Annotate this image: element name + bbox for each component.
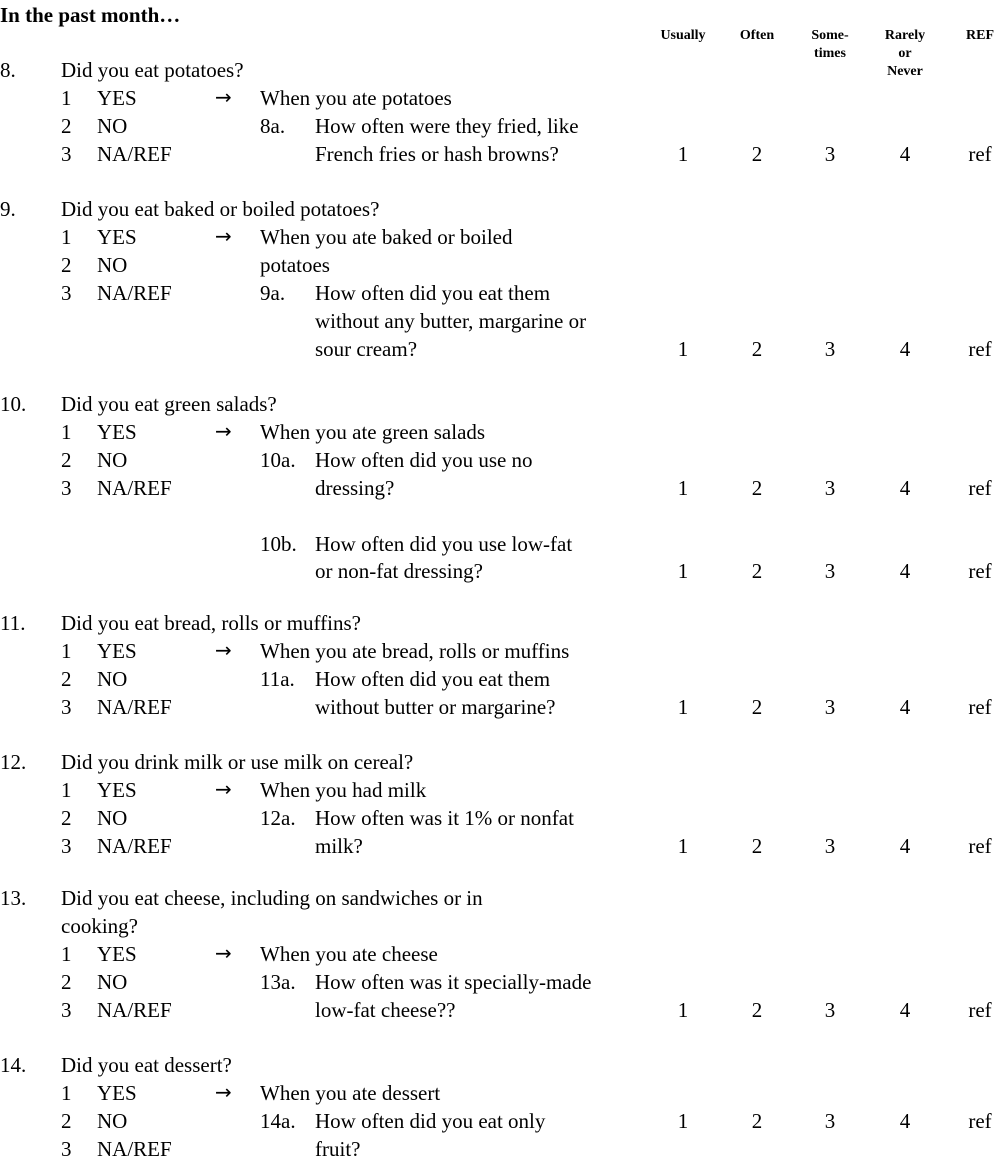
response-code-rarely[interactable]: 4 [899,833,911,858]
question-number: 8. [0,58,16,82]
question-number: 14. [0,1053,27,1077]
subquestion-12a-label: 12a. [260,805,296,830]
page-title: In the past month… [0,3,181,27]
subquestion-9a-text: sour cream? [315,336,418,361]
option-code-1: 1 [61,638,72,663]
response-code-ref[interactable]: ref [968,141,992,166]
subquestion-12a-text: How often was it 1% or nonfat [315,805,574,830]
response-code-ref[interactable]: ref [968,833,992,858]
column-header-often: Often [739,28,775,43]
subquestion-8a-text: How often were they fried, like [315,113,579,138]
response-code-usually[interactable]: 1 [677,997,689,1022]
option-label-na-ref: NA/REF [97,280,172,305]
option-code-1: 1 [61,777,72,802]
option-label-no: NO [97,969,128,994]
response-code-sometimes[interactable]: 3 [824,336,836,361]
option-code-1: 1 [61,941,72,966]
subquestion-10a-text: How often did you use no [315,447,533,472]
response-code-usually[interactable]: 1 [677,141,689,166]
option-label-na-ref: NA/REF [97,694,172,719]
arrow-right-icon: → [215,418,232,443]
option-label-yes: YES [97,1080,137,1105]
subquestion-9a-text: How often did you eat them [315,280,551,305]
response-code-usually[interactable]: 1 [677,559,689,584]
option-code-2: 2 [61,113,72,138]
question-number: 10. [0,392,27,416]
option-code-1: 1 [61,224,72,249]
subquestion-8a-text: French fries or hash browns? [315,141,559,166]
question-number: 9. [0,197,16,221]
column-header-ref: REF [966,28,994,43]
response-code-rarely[interactable]: 4 [899,336,911,361]
column-header-usually: Usually [660,28,706,43]
question-text: Did you eat cheese, including on sandwiches or in [61,886,483,910]
follow-up-lead: When you ate baked or boiled [260,224,513,249]
option-label-yes: YES [97,941,137,966]
response-code-often[interactable]: 2 [751,694,763,719]
question-text: Did you eat bread, rolls or muffins? [61,611,361,635]
response-code-often[interactable]: 2 [751,559,763,584]
response-code-usually[interactable]: 1 [677,694,689,719]
option-label-na-ref: NA/REF [97,1136,172,1161]
subquestion-13a-text: How often was it specially-made [315,969,592,994]
response-code-usually[interactable]: 1 [677,475,689,500]
response-code-usually[interactable]: 1 [677,833,689,858]
option-label-yes: YES [97,85,137,110]
subquestion-14a-text: How often did you eat only [315,1108,546,1133]
response-code-often[interactable]: 2 [751,997,763,1022]
option-code-3: 3 [61,997,72,1022]
arrow-right-icon: → [215,637,232,662]
follow-up-lead: When you ate potatoes [260,85,452,110]
subquestion-11a-label: 11a. [260,666,295,691]
follow-up-lead: When you ate cheese [260,941,438,966]
column-header-rarely: Rarely or Never [884,28,926,79]
response-code-sometimes[interactable]: 3 [824,1108,836,1133]
option-label-no: NO [97,666,128,691]
follow-up-lead: When you ate dessert [260,1080,441,1105]
option-code-3: 3 [61,280,72,305]
option-code-2: 2 [61,666,72,691]
option-label-yes: YES [97,419,137,444]
subquestion-13a-text: low-fat cheese?? [315,997,456,1022]
option-label-na-ref: NA/REF [97,833,172,858]
response-code-sometimes[interactable]: 3 [824,997,836,1022]
subquestion-14a-text: fruit? [315,1136,361,1161]
question-number: 13. [0,886,27,910]
option-label-no: NO [97,1108,128,1133]
option-code-3: 3 [61,833,72,858]
follow-up-lead: When you had milk [260,777,427,802]
response-code-ref[interactable]: ref [968,559,992,584]
question-text: Did you eat baked or boiled potatoes? [61,197,380,221]
arrow-right-icon: → [215,223,232,248]
response-code-rarely[interactable]: 4 [899,559,911,584]
option-code-2: 2 [61,1108,72,1133]
response-code-often[interactable]: 2 [751,1108,763,1133]
option-label-no: NO [97,805,128,830]
option-label-yes: YES [97,224,137,249]
question-text: Did you eat potatoes? [61,58,244,82]
follow-up-lead: When you ate bread, rolls or muffins [260,638,570,663]
response-code-often[interactable]: 2 [751,336,763,361]
arrow-right-icon: → [215,84,232,109]
subquestion-8a-label: 8a. [260,113,286,138]
option-code-1: 1 [61,85,72,110]
question-text: Did you eat green salads? [61,392,277,416]
follow-up-lead: When you ate green salads [260,419,486,444]
option-code-3: 3 [61,694,72,719]
response-code-usually[interactable]: 1 [677,336,689,361]
arrow-right-icon: → [215,940,232,965]
option-code-1: 1 [61,419,72,444]
option-code-2: 2 [61,805,72,830]
question-text: cooking? [61,913,138,938]
option-label-yes: YES [97,777,137,802]
subquestion-11a-text: without butter or margarine? [315,694,556,719]
subquestion-9a-text: without any butter, margarine or [315,308,587,333]
response-code-usually[interactable]: 1 [677,1108,689,1133]
response-code-ref[interactable]: ref [968,336,992,361]
subquestion-10a-label: 10a. [260,447,296,472]
option-label-na-ref: NA/REF [97,475,172,500]
option-label-no: NO [97,113,128,138]
response-code-often[interactable]: 2 [751,475,763,500]
question-text: Did you drink milk or use milk on cereal? [61,750,414,774]
response-code-rarely[interactable]: 4 [899,475,911,500]
option-label-no: NO [97,252,128,277]
option-code-3: 3 [61,1136,72,1161]
option-label-na-ref: NA/REF [97,141,172,166]
response-code-rarely[interactable]: 4 [899,694,911,719]
option-label-no: NO [97,447,128,472]
response-code-ref[interactable]: ref [968,475,992,500]
response-code-ref[interactable]: ref [968,1108,992,1133]
option-code-2: 2 [61,447,72,472]
arrow-right-icon: → [215,776,232,801]
subquestion-10b-text: or non-fat dressing? [315,559,483,584]
response-code-ref[interactable]: ref [968,694,992,719]
subquestion-10b-label: 10b. [260,531,297,556]
response-code-sometimes[interactable]: 3 [824,559,836,584]
option-code-1: 1 [61,1080,72,1105]
response-code-rarely[interactable]: 4 [899,141,911,166]
subquestion-11a-text: How often did you eat them [315,666,551,691]
option-label-na-ref: NA/REF [97,997,172,1022]
option-code-2: 2 [61,969,72,994]
question-number: 12. [0,750,27,774]
subquestion-14a-label: 14a. [260,1108,296,1133]
response-code-sometimes[interactable]: 3 [824,475,836,500]
subquestion-12a-text: milk? [315,833,363,858]
subquestion-10b-text: How often did you use low-fat [315,531,573,556]
question-number: 11. [0,611,26,635]
question-text: Did you eat dessert? [61,1053,232,1077]
arrow-right-icon: → [215,1079,232,1104]
column-header-sometimes: Some- times [811,28,849,61]
response-code-sometimes[interactable]: 3 [824,833,836,858]
subquestion-13a-label: 13a. [260,969,296,994]
option-code-2: 2 [61,252,72,277]
response-code-rarely[interactable]: 4 [899,1108,911,1133]
response-code-rarely[interactable]: 4 [899,997,911,1022]
subquestion-10a-text: dressing? [315,475,395,500]
response-code-ref[interactable]: ref [968,997,992,1022]
option-code-3: 3 [61,141,72,166]
follow-up-lead: potatoes [260,252,330,277]
response-code-sometimes[interactable]: 3 [824,694,836,719]
response-code-often[interactable]: 2 [751,833,763,858]
response-code-often[interactable]: 2 [751,141,763,166]
option-label-yes: YES [97,638,137,663]
response-code-sometimes[interactable]: 3 [824,141,836,166]
option-code-3: 3 [61,475,72,500]
subquestion-9a-label: 9a. [260,280,286,305]
